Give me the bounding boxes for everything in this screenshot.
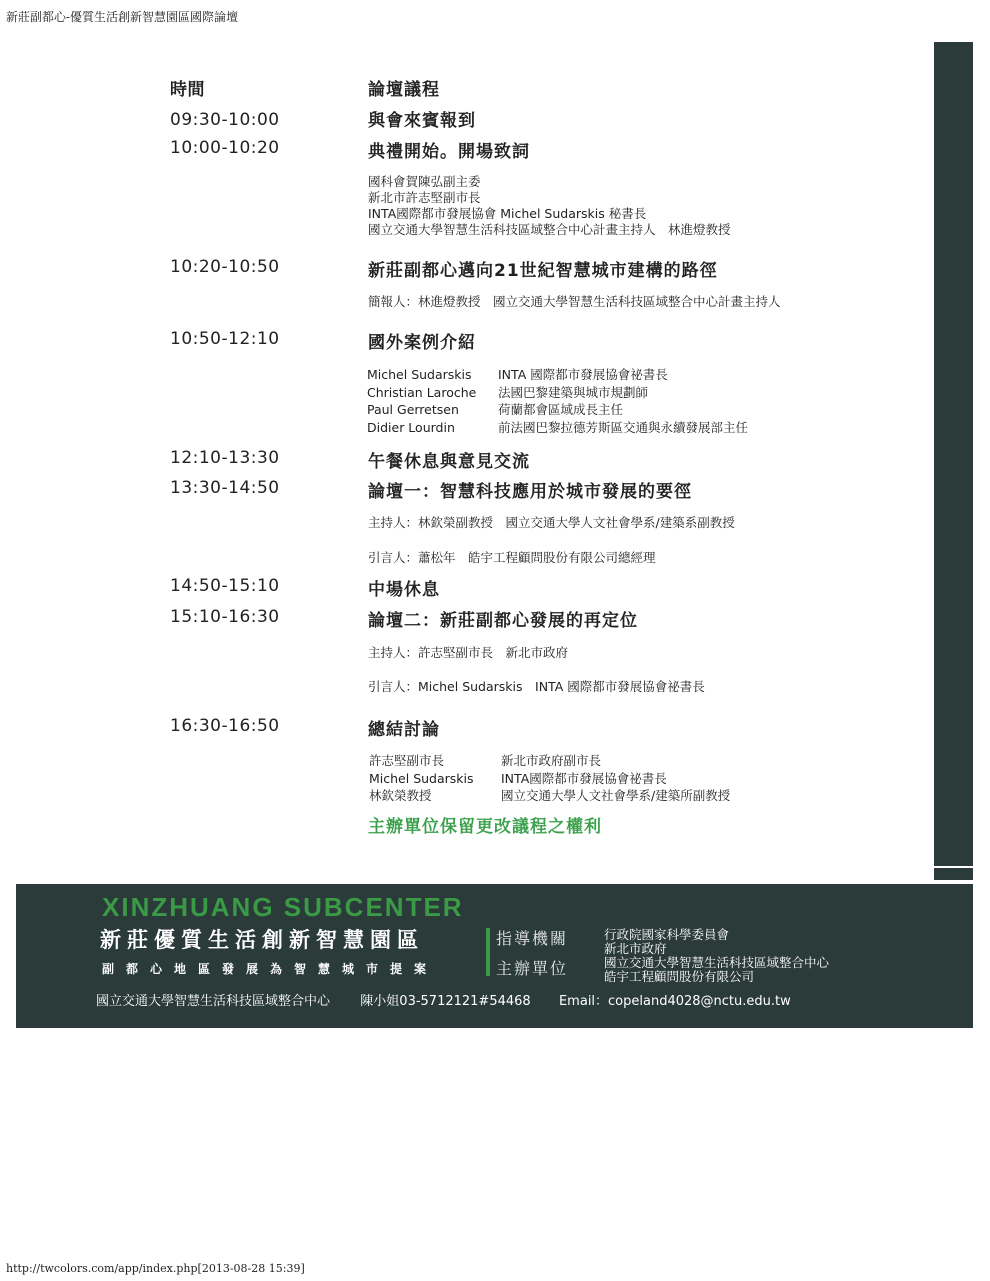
speaker-name: Christian Laroche [367,384,477,400]
header-program: 論壇議程 [368,80,440,100]
session-time: 10:50-12:10 [170,329,280,349]
speaker-line: INTA國際都市發展協會 Michel Sudarskis 秘書長 [368,206,647,221]
session-title: 總結討論 [368,720,440,740]
speaker-roles [498,366,748,436]
session-time: 10:00-10:20 [170,138,280,158]
speaker-name: Michel Sudarskis [367,367,472,382]
contact-email[interactable]: Email：copeland4028@nctu.edu.tw [558,994,791,1009]
session-title: 午餐休息與意見交流 [368,452,530,472]
speaker-name: Didier Lourdin [367,419,455,435]
closing-roles [501,752,730,805]
brand-english: XINZHUANG SUBCENTER [102,892,464,922]
speaker-name: 許志堅副市長 [369,753,445,768]
session-title: 與會來賓報到 [368,111,476,131]
speaker-role: 前法國巴黎拉德芳斯區交通與永續發展部主任 [498,419,749,435]
host-line: 主持人：林欽榮副教授 國立交通大學人文社會學系/建築系副教授 [368,515,735,530]
organizer-disclaimer: 主辦單位保留更改議程之權利 [368,817,602,837]
speaker-line: 引言人：Michel Sudarskis INTA 國際都市發展協會祕書長 [368,679,705,694]
org-name: 行政院國家科學委員會 [604,927,730,942]
event-banner [16,884,973,1028]
session-title: 新莊副都心邁向21世紀智慧城市建構的路徑 [368,261,718,281]
speaker-role: 新北市政府副市長 [501,753,602,768]
session-time: 10:20-10:50 [170,257,280,277]
speaker-line: 國科會賀陳弘副主委 [368,174,481,189]
org-name: 皓宇工程顧問股份有限公司 [604,969,755,984]
session-title: 典禮開始。開場致詞 [368,142,530,162]
organizer-label: 主辦單位 [496,959,569,978]
session-title: 論壇二：新莊副都心發展的再定位 [368,611,638,631]
page-title: 新莊副都心-優質生活創新智慧園區國際論壇 [6,10,239,24]
speaker-role: INTA 國際都市發展協會祕書長 [498,367,668,382]
brand-chinese-title: 新莊優質生活創新智慧園區 [100,927,424,952]
session-title: 中場休息 [368,580,440,600]
speaker-role: 荷蘭都會區域成長主任 [498,402,624,417]
speaker-name: Paul Gerretsen [367,402,459,417]
speaker-line: 新北市許志堅副市長 [368,190,481,205]
contact-line [96,990,791,1009]
speaker-name: Michel Sudarskis [369,770,474,786]
session-title: 論壇一：智慧科技應用於城市發展的要徑 [368,482,692,502]
session-time: 14:50-15:10 [170,576,280,596]
session-time: 16:30-16:50 [170,716,280,736]
speaker-line: 國立交通大學智慧生活科技區域整合中心計畫主持人 林進燈教授 [368,222,731,237]
contact-phone: 陳小姐03-5712121#54468 [360,994,531,1009]
organizer-orgs [604,956,829,984]
contact-org: 國立交通大學智慧生活科技區域整合中心 [96,994,331,1009]
speaker-role: 法國巴黎建築與城市規劃師 [498,384,649,400]
decorative-side-band [934,42,973,880]
speaker-role: INTA國際都市發展協會祕書長 [501,770,667,786]
opening-speakers [368,174,731,238]
session-time: 13:30-14:50 [170,478,280,498]
guidance-label: 指導機關 [496,929,569,948]
divider [486,928,490,976]
session-title: 國外案例介紹 [368,333,476,353]
session-time: 09:30-10:00 [170,110,280,130]
session-time: 12:10-13:30 [170,448,280,468]
closing-names [369,752,474,805]
speaker-names [367,366,476,436]
session-time: 15:10-16:30 [170,607,280,627]
page-url-footer: http://twcolors.com/app/index.php[2013-08-28 15:39] [6,1262,305,1275]
header-time: 時間 [170,80,205,100]
org-name: 新北市政府 [604,941,667,956]
host-line: 主持人：許志堅副市長 新北市政府 [368,645,569,660]
brand-chinese-subtitle: 副都心地區發展為智慧城市提案 [102,962,439,976]
speaker-role: 國立交通大學人文社會學系/建築所副教授 [501,788,731,803]
reporter-line: 簡報人：林進燈教授 國立交通大學智慧生活科技區域整合中心計畫主持人 [368,294,781,309]
org-name: 國立交通大學智慧生活科技區域整合中心 [604,955,830,970]
speaker-name: 林欽榮教授 [369,788,432,803]
speaker-line: 引言人：蕭松年 皓宇工程顧問股份有限公司總經理 [368,550,656,565]
guidance-orgs [604,928,729,956]
